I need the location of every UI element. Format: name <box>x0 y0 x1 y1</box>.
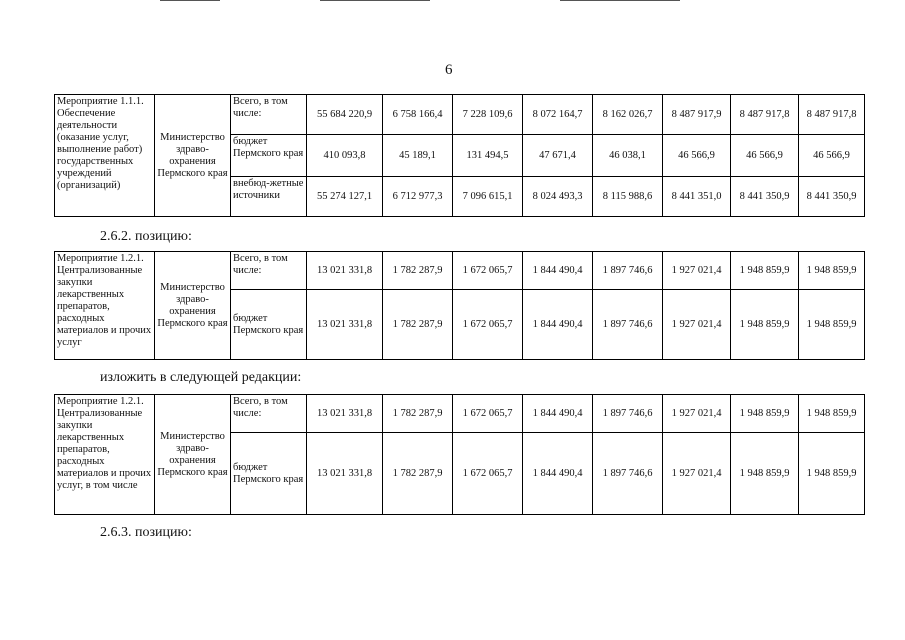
value-cell: 8 441 350,9 <box>731 177 799 217</box>
value-cell: 46 566,9 <box>731 135 799 177</box>
value-cell: 55 684 220,9 <box>307 95 383 135</box>
value-cell: 8 487 917,9 <box>663 95 731 135</box>
value-cell: 1 897 746,6 <box>593 433 663 515</box>
value-cell: 1 927 021,4 <box>663 433 731 515</box>
executor-cell: Министерство здраво-охранения Пермского края <box>155 252 231 360</box>
value-cell: 1 672 065,7 <box>453 252 523 290</box>
value-cell: 1 927 021,4 <box>663 395 731 433</box>
value-cell: 46 566,9 <box>799 135 865 177</box>
value-cell: 6 758 166,4 <box>383 95 453 135</box>
value-cell: 1 948 859,9 <box>799 290 865 360</box>
source-label: бюджет Пермского края <box>231 135 307 177</box>
scan-edge-line <box>560 0 680 1</box>
table-activity-1-2-1-old <box>54 251 865 360</box>
value-cell: 46 038,1 <box>593 135 663 177</box>
value-cell: 7 228 109,6 <box>453 95 523 135</box>
scan-edge-line <box>320 0 430 1</box>
value-cell: 1 927 021,4 <box>663 290 731 360</box>
section-heading: 2.6.2. позицию: <box>100 229 192 244</box>
value-cell: 46 566,9 <box>663 135 731 177</box>
value-cell: 1 948 859,9 <box>731 252 799 290</box>
value-cell: 1 672 065,7 <box>453 433 523 515</box>
value-cell: 1 844 490,4 <box>523 252 593 290</box>
section-heading: 2.6.3. позицию: <box>100 525 192 540</box>
value-cell: 8 072 164,7 <box>523 95 593 135</box>
source-label: бюджет Пермского края <box>231 290 307 360</box>
value-cell: 47 671,4 <box>523 135 593 177</box>
value-cell: 1 672 065,7 <box>453 290 523 360</box>
value-cell: 13 021 331,8 <box>307 252 383 290</box>
source-label: Всего, в том числе: <box>231 95 307 135</box>
value-cell: 6 712 977,3 <box>383 177 453 217</box>
value-cell: 13 021 331,8 <box>307 290 383 360</box>
value-cell: 1 844 490,4 <box>523 395 593 433</box>
value-cell: 45 189,1 <box>383 135 453 177</box>
value-cell: 1 948 859,9 <box>799 433 865 515</box>
value-cell: 1 948 859,9 <box>799 395 865 433</box>
source-label: Всего, в том числе: <box>231 395 307 433</box>
table-activity-1-2-1-new <box>54 394 865 515</box>
value-cell: 1 897 746,6 <box>593 395 663 433</box>
value-cell: 1 782 287,9 <box>383 433 453 515</box>
value-cell: 131 494,5 <box>453 135 523 177</box>
executor-cell: Министерство здраво-охранения Пермского края <box>155 95 231 217</box>
event-cell: Мероприятие 1.2.1. Централизованные закупки лекарственных препаратов, расходных материалов и прочих услуг <box>55 252 155 360</box>
source-label: Всего, в том числе: <box>231 252 307 290</box>
section-heading: изложить в следующей редакции: <box>100 370 302 385</box>
value-cell: 1 948 859,9 <box>731 433 799 515</box>
scan-edge-line <box>160 0 220 1</box>
value-cell: 1 927 021,4 <box>663 252 731 290</box>
value-cell: 410 093,8 <box>307 135 383 177</box>
value-cell: 7 096 615,1 <box>453 177 523 217</box>
value-cell: 1 782 287,9 <box>383 290 453 360</box>
value-cell: 1 948 859,9 <box>731 395 799 433</box>
value-cell: 1 672 065,7 <box>453 395 523 433</box>
value-cell: 8 441 350,9 <box>799 177 865 217</box>
value-cell: 1 844 490,4 <box>523 290 593 360</box>
value-cell: 8 115 988,6 <box>593 177 663 217</box>
value-cell: 13 021 331,8 <box>307 433 383 515</box>
value-cell: 1 948 859,9 <box>799 252 865 290</box>
value-cell: 55 274 127,1 <box>307 177 383 217</box>
value-cell: 8 487 917,8 <box>731 95 799 135</box>
value-cell: 8 024 493,3 <box>523 177 593 217</box>
value-cell: 1 844 490,4 <box>523 433 593 515</box>
value-cell: 1 948 859,9 <box>731 290 799 360</box>
executor-cell: Министерство здраво-охранения Пермского края <box>155 395 231 515</box>
event-cell: Мероприятие 1.2.1. Централизованные закупки лекарственных препаратов, расходных материалов и прочих услуг, в том числе <box>55 395 155 515</box>
page-number: 6 <box>445 62 453 78</box>
source-label: внебюд-жетные источники <box>231 177 307 217</box>
table-activity-1-1-1 <box>54 94 865 217</box>
value-cell: 1 897 746,6 <box>593 290 663 360</box>
value-cell: 8 487 917,8 <box>799 95 865 135</box>
event-cell: Мероприятие 1.1.1. Обеспечение деятельности (оказание услуг, выполнение работ) государственных учреждений (организаций) <box>55 95 155 217</box>
value-cell: 8 441 351,0 <box>663 177 731 217</box>
value-cell: 1 897 746,6 <box>593 252 663 290</box>
value-cell: 13 021 331,8 <box>307 395 383 433</box>
value-cell: 1 782 287,9 <box>383 395 453 433</box>
value-cell: 1 782 287,9 <box>383 252 453 290</box>
source-label: бюджет Пермского края <box>231 433 307 515</box>
value-cell: 8 162 026,7 <box>593 95 663 135</box>
